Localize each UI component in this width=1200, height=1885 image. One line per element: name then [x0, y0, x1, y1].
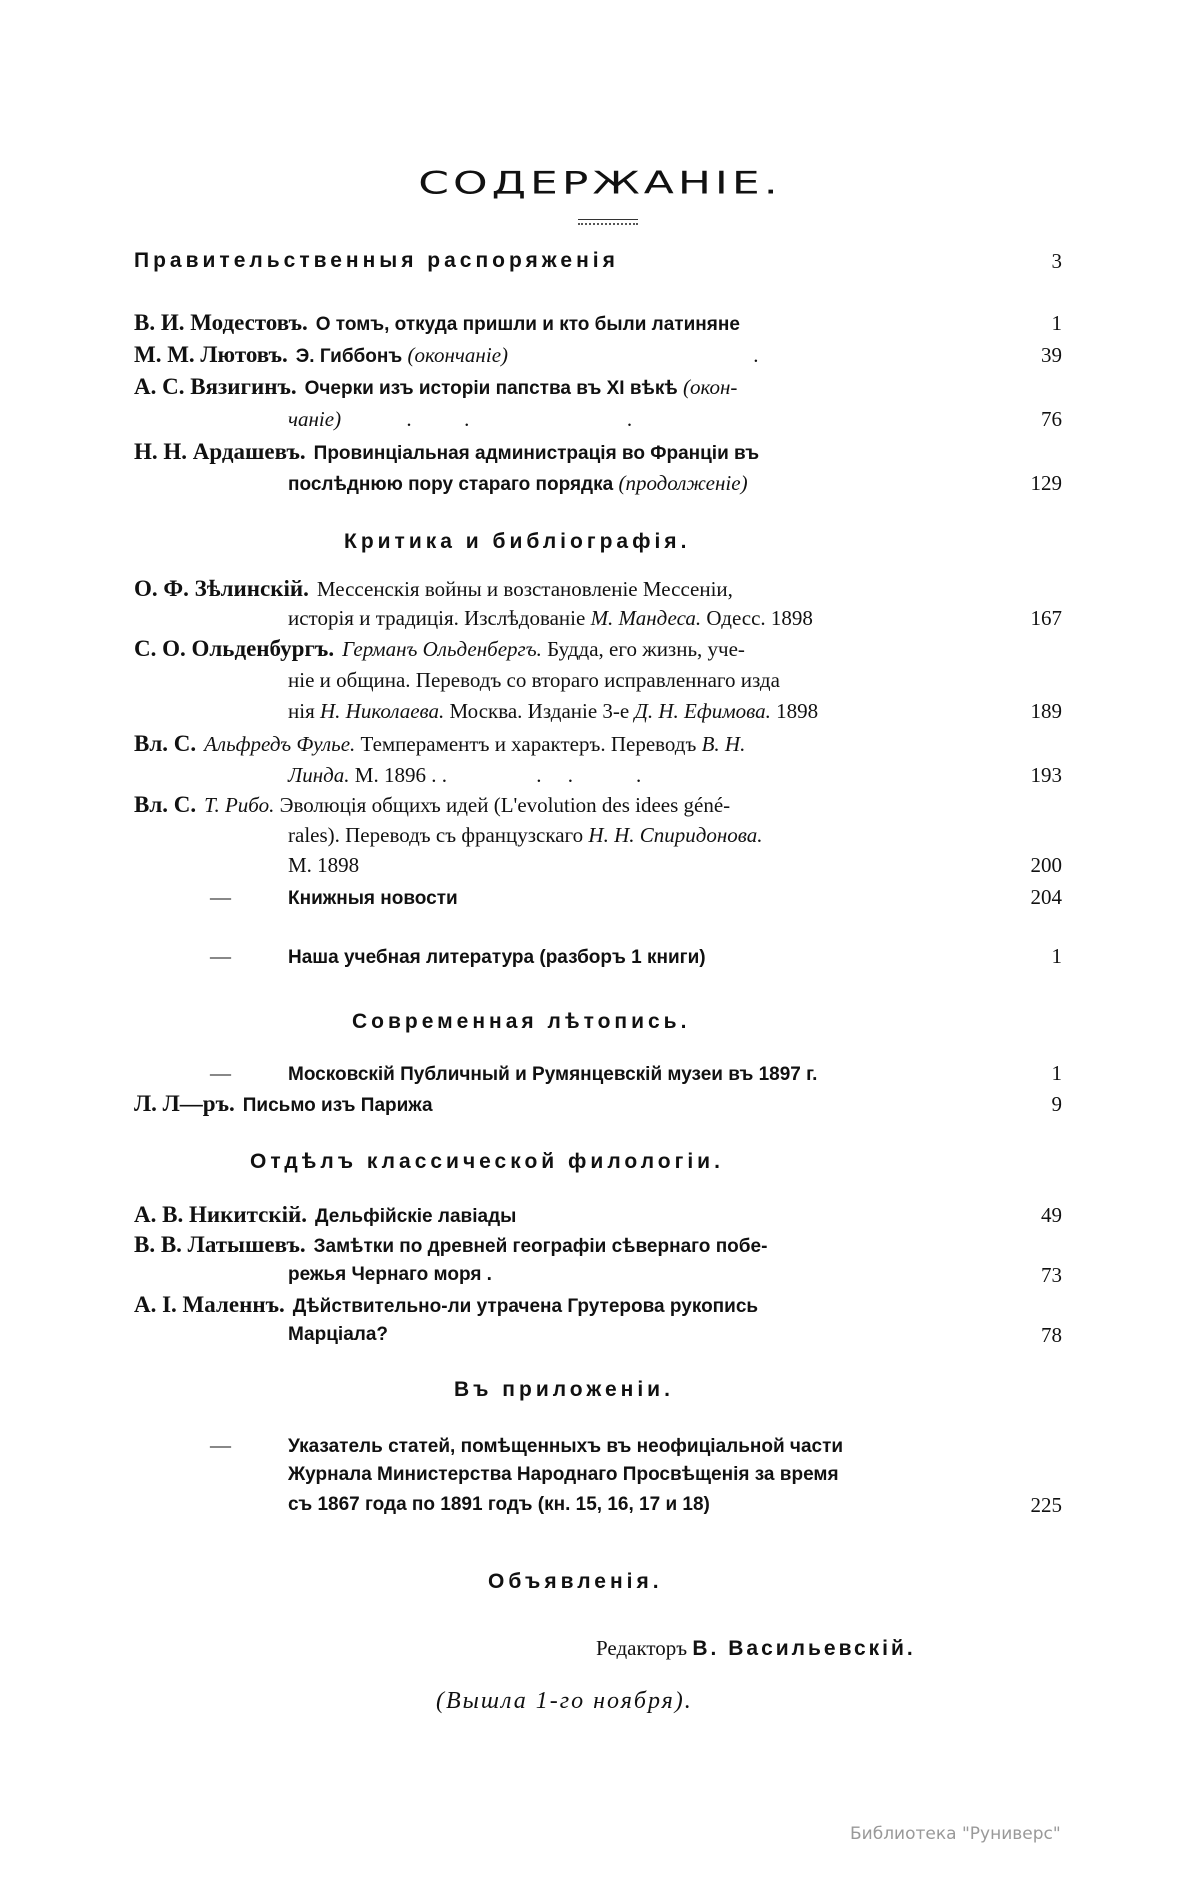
- toc-entry: — Книжныя новости 204: [210, 885, 1062, 909]
- toc-entry: Вл. С. Т. Рибо. Эволюція общихъ идей (L'evolution des idees géné-: [134, 792, 731, 817]
- toc-entry-continued: чаніе) . . . 76: [288, 407, 1062, 431]
- watermark: Библиотека "Руниверс": [850, 1824, 1061, 1844]
- toc-entry: М. М. Лютовъ. Э. Гиббонъ (окончаніе) . 39: [134, 342, 1062, 367]
- issue-date: (Вышла 1-го ноября).: [436, 1688, 693, 1714]
- ornament-divider: [578, 219, 638, 225]
- toc-entry: А. I. Маленнъ. Дѣйствительно-ли утрачена Грутерова рукопись: [134, 1292, 759, 1317]
- section-heading: Современная лѣтопись.: [352, 1010, 691, 1033]
- section-heading: Въ приложеніи.: [454, 1378, 674, 1401]
- toc-entry: Л. Л—ръ. Письмо изъ Парижа 9: [134, 1091, 1062, 1116]
- toc-entry-continued: режья Чернаго моря . 73: [288, 1263, 1062, 1287]
- toc-entry: — Московскій Публичный и Румянцевскій музеи въ 1897 г. 1: [210, 1061, 1062, 1085]
- toc-entry-continued: Линда. М. 1896 . . . . . 193: [288, 763, 1062, 787]
- toc-entry-continued: съ 1867 года по 1891 годъ (кн. 15, 16, 17 и 18) 225: [288, 1493, 1062, 1517]
- toc-entry-continued: нія Н. Николаева. Москва. Изданіе 3-е Д. Н. Ефимова. 1898 189: [288, 699, 1062, 723]
- toc-entry-continued: ніе и община. Переводъ со втораго исправленнаго изда: [288, 668, 780, 692]
- toc-entry: О. Ф. Зѣлинскій. Мессенскія войны и возстановленіе Мессеніи,: [134, 576, 733, 601]
- toc-entry: — Наша учебная литература (разборъ 1 книги) 1: [210, 944, 1062, 968]
- toc-entry-continued: исторія и традиція. Изслѣдованіе М. Мандеса. Одесс. 1898 167: [288, 606, 1062, 630]
- toc-entry-continued: Журнала Министерства Народнаго Просвѣщенія за время: [288, 1464, 839, 1485]
- toc-entry: Вл. С. Альфредъ Фулье. Темпераментъ и характеръ. Переводъ В. Н.: [134, 731, 746, 756]
- page-title: СОДЕРЖАНІЕ.: [418, 165, 782, 202]
- toc-entry-continued: Марціала? 78: [288, 1323, 1062, 1347]
- toc-entry-continued: М. 1898 200: [288, 853, 1062, 877]
- toc-entry: С. О. Ольденбургъ. Германъ Ольденбергъ. Будда, его жизнь, уче-: [134, 636, 745, 661]
- toc-entry: А. В. Никитскій. Дельфійскіе лавіады 49: [134, 1202, 1062, 1227]
- toc-entry: А. С. Вязигинъ. Очерки изъ исторіи папства въ XI вѣкѣ (окон-: [134, 374, 738, 399]
- toc-entry: Н. Н. Ардашевъ. Провинціальная администрація во Франціи въ: [134, 439, 760, 464]
- editor-line: Редакторъ В. Васильевскій.: [596, 1636, 916, 1660]
- announcements-heading: Объявленія.: [488, 1570, 663, 1593]
- toc-entry: В. В. Латышевъ. Замѣтки по древней географіи сѣвернаго побе-: [134, 1232, 768, 1257]
- section-heading: Отдѣлъ классической филологіи.: [250, 1150, 724, 1173]
- toc-entry: — Указатель статей, помѣщенныхъ въ неофиціальной части: [210, 1433, 844, 1457]
- toc-entry: В. И. Модестовъ. О томъ, откуда пришли и кто были латиняне 1: [134, 310, 1062, 335]
- section-heading: Правительственныя распоряженія 3: [134, 249, 1062, 273]
- toc-entry-continued: rales). Переводъ съ французскаго Н. Н. Спиридонова.: [288, 823, 763, 847]
- toc-entry-continued: послѣднюю пору стараго порядка (продолженіе) 129: [288, 471, 1062, 495]
- section-heading: Критика и библіографія.: [344, 530, 691, 553]
